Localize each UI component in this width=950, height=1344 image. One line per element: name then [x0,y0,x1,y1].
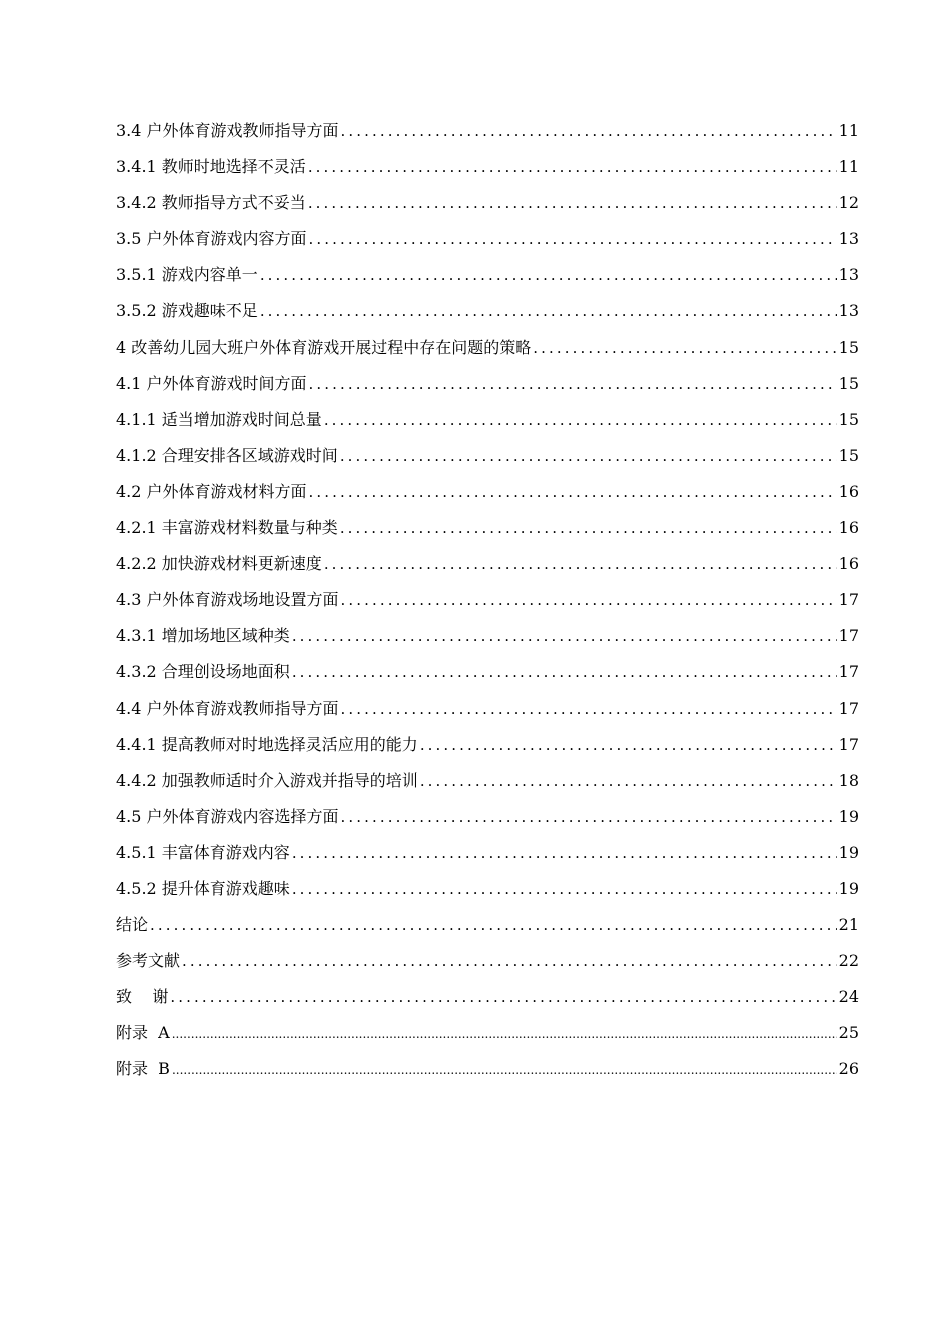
toc-entry-page: 17 [838,734,859,754]
toc-entry-page: 15 [838,337,859,357]
toc-entry-label: 4.3.2 合理创设场地面积 [116,662,290,682]
dot-leader [309,366,837,402]
dot-leader [324,402,837,438]
toc-entry-3-4[interactable] [116,113,859,149]
toc-entry-3-4-1[interactable] [116,149,859,185]
dot-leader [341,799,837,835]
dot-leader [292,618,837,654]
toc-entry-page: 17 [838,662,859,682]
dot-leader [172,1052,837,1087]
dot-leader [309,474,837,510]
toc-entry-4-4[interactable] [116,691,859,727]
toc-entry-page: 13 [838,265,859,285]
dot-leader [308,149,837,185]
dot-leader [309,221,837,257]
toc-entry-page: 11 [838,121,859,140]
dot-leader [341,691,837,727]
toc-entry-3-4-2[interactable] [116,185,859,221]
dot-leader [340,510,837,546]
toc-entry-label: 4.5.2 提升体育游戏趣味 [116,878,290,898]
toc-entry-page: 15 [838,445,859,465]
toc-entry-label: 4.5.1 丰富体育游戏内容 [116,842,290,862]
toc-entry-label: 3.5.2 游戏趣味不足 [116,301,258,321]
toc-entry-label: 3.5.1 游戏内容单一 [116,265,258,285]
toc-entry-page: 15 [838,373,859,393]
dot-leader [292,835,837,871]
toc-entry-page: 16 [838,554,859,574]
toc-entry-4[interactable] [116,330,859,366]
toc-entry-label: 4.2.2 加快游戏材料更新速度 [116,554,322,574]
toc-entry-label: 4.4 户外体育游戏教师指导方面 [116,698,339,718]
toc-entry-3-5[interactable] [116,221,859,257]
toc-entry-label: 3.4.2 教师指导方式不妥当 [116,193,306,213]
toc-entry-4-1-1[interactable] [116,402,859,438]
toc-entry-page: 24 [838,987,859,1007]
dot-leader [172,1016,837,1051]
toc-entry-label: 4 改善幼儿园大班户外体育游戏开展过程中存在问题的策略 [116,337,532,357]
toc-entry-page: 11 [838,157,859,177]
toc-entry-label: 附录 A [116,1023,170,1043]
toc-entry-page: 18 [838,770,859,790]
toc-entry-label: 4.3 户外体育游戏场地设置方面 [116,590,339,610]
toc-entry-page: 19 [838,806,859,826]
toc-entry-label: 参考文献 [116,951,181,971]
toc-entry-appendix-b[interactable] [116,1051,859,1087]
toc-entry-4-3-2[interactable] [116,654,859,690]
toc-entry-label: 4.4.2 加强教师适时介入游戏并指导的培训 [116,770,418,790]
toc-entry-acknowledgements[interactable] [116,979,859,1015]
toc-entry-label: 4.3.1 增加场地区域种类 [116,626,290,646]
toc-entry-appendix-a[interactable] [116,1015,859,1051]
dot-leader [260,293,837,329]
toc-entry-3-5-1[interactable] [116,257,859,293]
toc-entry-page: 17 [838,590,859,610]
dot-leader [292,654,837,690]
toc-entry-conclusion[interactable] [116,907,859,943]
toc-entry-page: 26 [838,1059,859,1079]
toc-entry-page: 17 [838,698,859,718]
dot-leader [182,943,837,979]
toc-entry-4-2[interactable] [116,474,859,510]
toc-entry-4-5-1[interactable] [116,835,859,871]
toc-entry-page: 21 [838,915,859,935]
toc-entry-label: 3.4.1 教师时地选择不灵活 [116,157,306,177]
toc-entry-label: 4.4.1 提高教师对时地选择灵活应用的能力 [116,734,418,754]
dot-leader [292,871,837,907]
dot-leader [324,546,837,582]
toc-entry-label: 4.2 户外体育游戏材料方面 [116,481,307,501]
toc-entry-label: 4.5 户外体育游戏内容选择方面 [116,806,339,826]
toc-entry-page: 16 [838,518,859,538]
toc-entry-label: 致 谢 [116,987,169,1007]
toc-entry-page: 15 [838,409,859,429]
toc-entry-label: 附录 B [116,1059,170,1079]
toc-entry-page: 19 [838,878,859,898]
toc-entry-3-5-2[interactable] [116,293,859,329]
toc-entry-4-1[interactable] [116,366,859,402]
dot-leader [150,907,837,943]
dot-leader [308,185,837,221]
table-of-contents [116,113,859,1088]
toc-entry-page: 12 [838,193,859,213]
dot-leader [341,113,837,149]
toc-entry-page: 16 [838,481,859,501]
toc-entry-page: 13 [838,301,859,321]
toc-entry-4-5[interactable] [116,799,859,835]
toc-entry-4-4-1[interactable] [116,727,859,763]
toc-entry-page: 25 [838,1023,859,1043]
toc-entry-4-3[interactable] [116,582,859,618]
toc-entry-4-4-2[interactable] [116,763,859,799]
toc-entry-references[interactable] [116,943,859,979]
toc-entry-label: 4.1.2 合理安排各区域游戏时间 [116,445,338,465]
toc-entry-label: 结论 [116,915,149,935]
toc-entry-page: 22 [838,951,859,971]
toc-entry-page: 13 [838,229,859,249]
toc-entry-label: 4.1.1 适当增加游戏时间总量 [116,409,322,429]
dot-leader [170,979,836,1015]
toc-entry-page: 19 [838,842,859,862]
toc-entry-4-5-2[interactable] [116,871,859,907]
toc-entry-label: 4.1 户外体育游戏时间方面 [116,373,307,393]
dot-leader [341,582,837,618]
dot-leader [420,727,837,763]
toc-entry-4-2-2[interactable] [116,546,859,582]
dot-leader [533,330,836,366]
toc-entry-4-3-1[interactable] [116,618,859,654]
toc-entry-4-2-1[interactable] [116,510,859,546]
dot-leader [260,257,837,293]
toc-entry-4-1-2[interactable] [116,438,859,474]
toc-entry-label: 4.2.1 丰富游戏材料数量与种类 [116,518,338,538]
dot-leader [420,763,837,799]
toc-entry-page: 17 [838,626,859,646]
dot-leader [340,438,837,474]
toc-entry-label: 3.4 户外体育游戏教师指导方面 [116,121,339,140]
toc-entry-label: 3.5 户外体育游戏内容方面 [116,229,307,249]
